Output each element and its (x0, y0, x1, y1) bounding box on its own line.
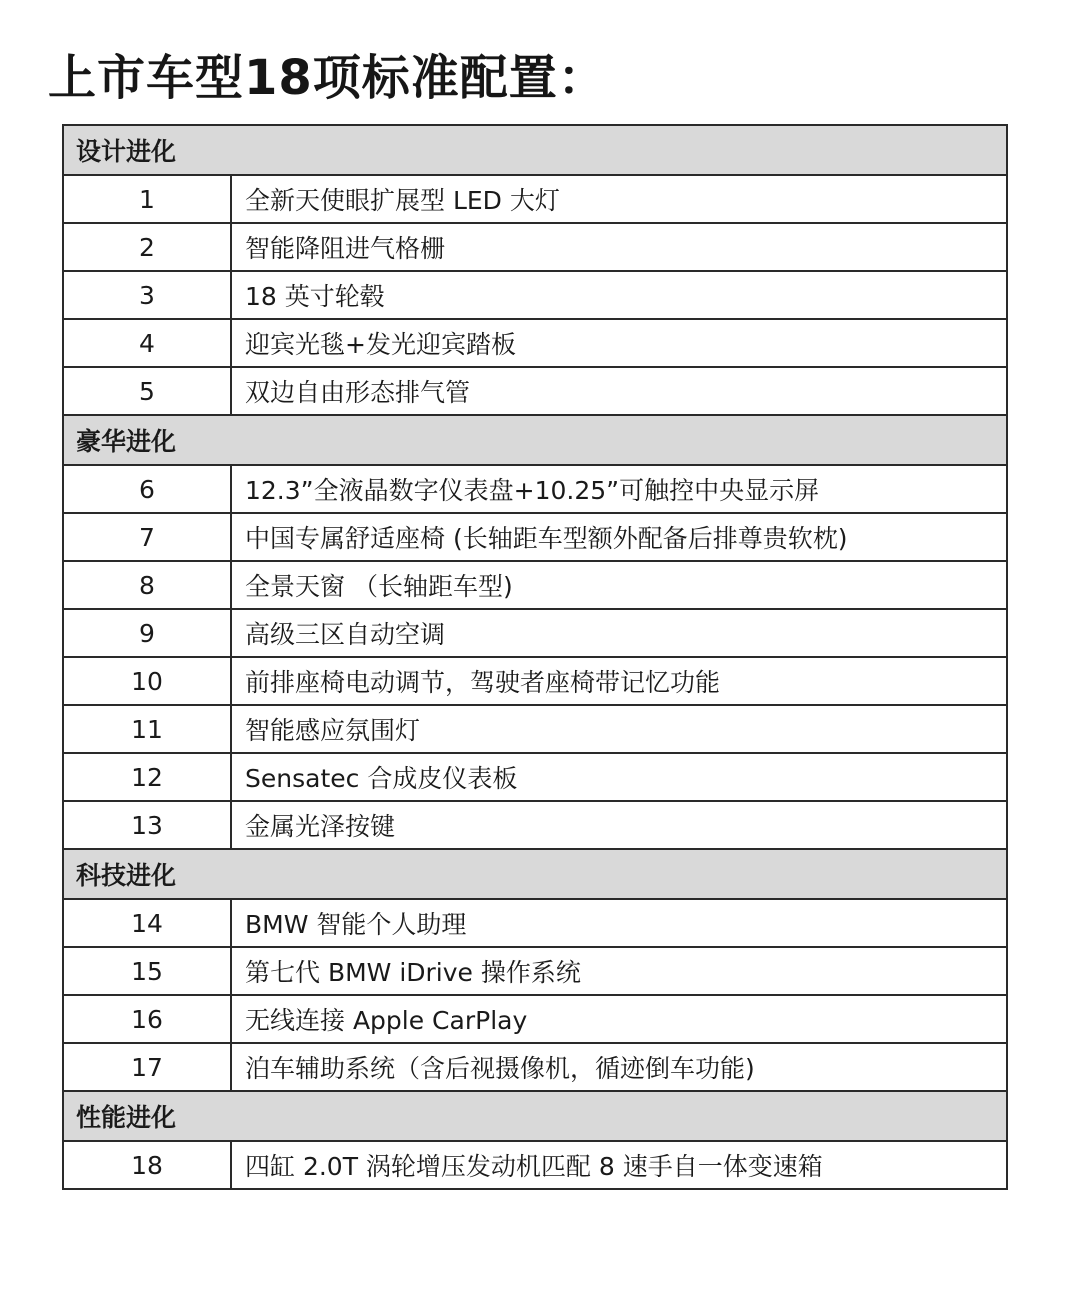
item-number: 15 (63, 947, 231, 995)
table-row (63, 175, 1007, 223)
item-number: 6 (63, 465, 231, 513)
section-header-row (63, 1091, 1007, 1141)
item-number: 3 (63, 271, 231, 319)
table-row (63, 753, 1007, 801)
item-description: 第七代 BMW iDrive 操作系统 (231, 947, 1007, 995)
item-number: 13 (63, 801, 231, 849)
item-number: 2 (63, 223, 231, 271)
item-number: 9 (63, 609, 231, 657)
table-row (63, 801, 1007, 849)
item-description: 全新天使眼扩展型 LED 大灯 (231, 175, 1007, 223)
item-description: 智能降阻进气格栅 (231, 223, 1007, 271)
spec-table (62, 124, 1008, 1190)
table-row (63, 609, 1007, 657)
item-description: 四缸 2.0T 涡轮增压发动机匹配 8 速手自一体变速箱 (231, 1141, 1007, 1189)
table-row (63, 223, 1007, 271)
item-number: 10 (63, 657, 231, 705)
table-row (63, 271, 1007, 319)
table-row (63, 367, 1007, 415)
page-title: 上市车型18项标准配置： (48, 50, 607, 106)
item-description: 中国专属舒适座椅 (长轴距车型额外配备后排尊贵软枕) (231, 513, 1007, 561)
table-row (63, 1043, 1007, 1091)
item-description: 18 英寸轮毂 (231, 271, 1007, 319)
section-title: 科技进化 (63, 849, 1007, 899)
section-header-row (63, 415, 1007, 465)
item-description: 高级三区自动空调 (231, 609, 1007, 657)
table-row (63, 947, 1007, 995)
table-row (63, 705, 1007, 753)
item-number: 18 (63, 1141, 231, 1189)
section-title: 性能进化 (63, 1091, 1007, 1141)
table-row (63, 513, 1007, 561)
item-number: 4 (63, 319, 231, 367)
item-number: 8 (63, 561, 231, 609)
item-description: 智能感应氛围灯 (231, 705, 1007, 753)
section-title: 豪华进化 (63, 415, 1007, 465)
item-description: 双边自由形态排气管 (231, 367, 1007, 415)
item-description: 无线连接 Apple CarPlay (231, 995, 1007, 1043)
item-number: 11 (63, 705, 231, 753)
item-number: 5 (63, 367, 231, 415)
item-description: Sensatec 合成皮仪表板 (231, 753, 1007, 801)
item-description: 前排座椅电动调节，驾驶者座椅带记忆功能 (231, 657, 1007, 705)
table-row (63, 1141, 1007, 1189)
item-number: 14 (63, 899, 231, 947)
item-number: 7 (63, 513, 231, 561)
table-row (63, 319, 1007, 367)
section-header-row (63, 849, 1007, 899)
table-row (63, 561, 1007, 609)
item-number: 1 (63, 175, 231, 223)
item-description: 12.3”全液晶数字仪表盘+10.25”可触控中央显示屏 (231, 465, 1007, 513)
section-title: 设计进化 (63, 125, 1007, 175)
table-row (63, 657, 1007, 705)
item-description: 泊车辅助系统（含后视摄像机，循迹倒车功能) (231, 1043, 1007, 1091)
item-description: 金属光泽按键 (231, 801, 1007, 849)
item-number: 17 (63, 1043, 231, 1091)
section-header-row (63, 125, 1007, 175)
table-row (63, 465, 1007, 513)
spec-table-body (63, 125, 1007, 1189)
item-description: 全景天窗 （长轴距车型) (231, 561, 1007, 609)
item-description: 迎宾光毯+发光迎宾踏板 (231, 319, 1007, 367)
table-row (63, 899, 1007, 947)
item-number: 12 (63, 753, 231, 801)
item-description: BMW 智能个人助理 (231, 899, 1007, 947)
item-number: 16 (63, 995, 231, 1043)
table-row (63, 995, 1007, 1043)
